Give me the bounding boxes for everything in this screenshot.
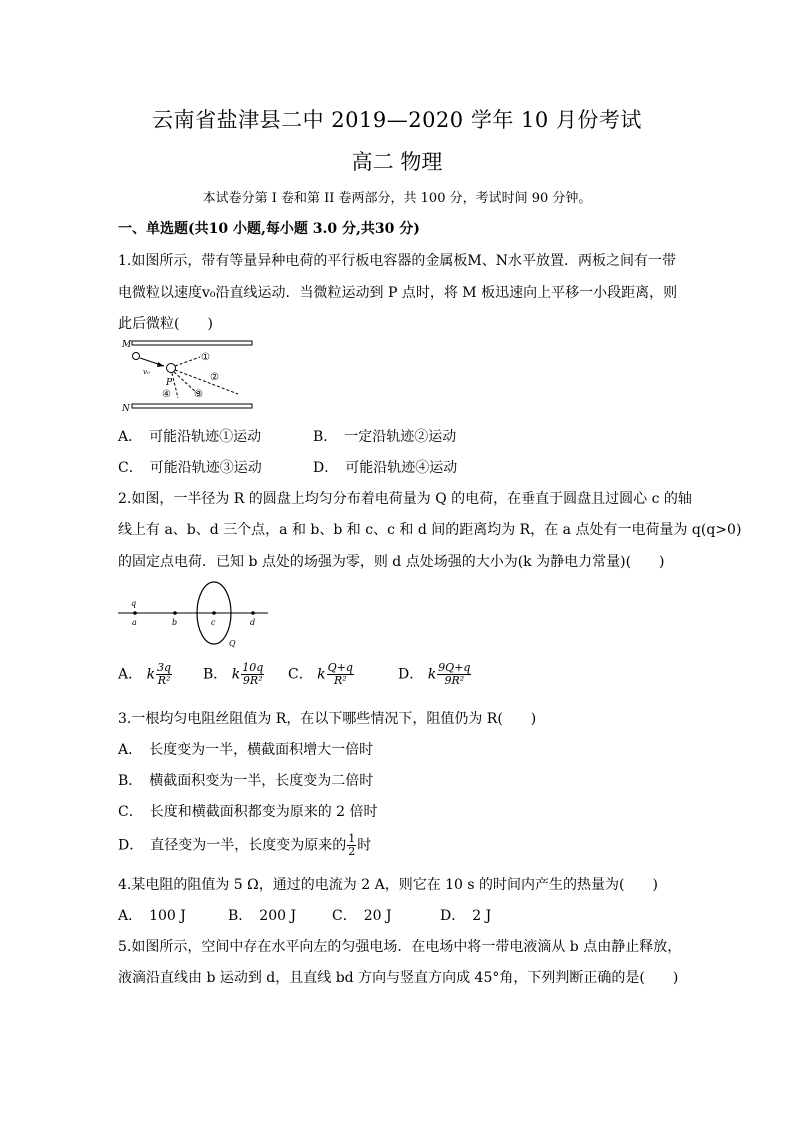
numerator: 10q xyxy=(242,661,264,674)
option-text: D． 直径变为一半，长度变为原来的 xyxy=(118,837,347,854)
arrow-head xyxy=(157,362,164,367)
q4-option-b: B． 200 J xyxy=(228,908,297,924)
label-track-3: ③ xyxy=(194,389,203,400)
label-d: d xyxy=(250,618,256,627)
q4-option-a: A． 100 J xyxy=(118,908,186,924)
plate-N xyxy=(132,404,252,408)
q2-line2: 线上有 a、b、d 三个点，a 和 b、b 和 c、c 和 d 间的距离均为 R，在 a 点处有一电荷量为 q(q>0) xyxy=(118,522,742,538)
q3-option-c: C． 长度和横截面积都变为原来的 2 倍时 xyxy=(118,804,378,820)
q1-line2: 电微粒以速度v₀沿直线运动．当微粒运动到 P 点时，将 M 板迅速向上平移一小段距离，则 xyxy=(118,285,678,301)
q4-stem: 4.某电阻的阻值为 5 Ω，通过的电流为 2 A，则它在 10 s 的时间内产生的热量为( ) xyxy=(118,877,658,893)
q2-option-a xyxy=(118,662,173,687)
option-text-tail: 时 xyxy=(357,837,372,854)
label-track-4: ④ xyxy=(162,389,171,400)
constant-k: k xyxy=(231,666,241,683)
trajectory-1 xyxy=(175,357,200,366)
label-b: b xyxy=(172,618,178,627)
fraction xyxy=(241,662,264,687)
denominator: 9R² xyxy=(242,674,263,687)
q1-line1: 1.如图所示，带有等量异种电荷的平行板电容器的金属板M、N水平放置．两板之间有一带 xyxy=(118,253,676,269)
label-N: N xyxy=(122,404,130,414)
particle-P xyxy=(167,364,176,373)
q3-stem: 3.一根均匀电阻丝阻值为 R，在以下哪些情况下，阻值仍为 R( ) xyxy=(118,711,537,727)
label-v0: v₀ xyxy=(143,368,150,376)
particle-start xyxy=(133,353,140,360)
q2-option-c xyxy=(288,662,355,687)
q2-line3: 的固定点电荷．已知 b 点处的场强为零，则 d 点处场强的大小为(k 为静电力常量)( ) xyxy=(118,554,665,570)
point-d xyxy=(251,611,255,615)
label-track-1: ① xyxy=(201,352,210,363)
label-q: q xyxy=(131,599,137,608)
q1-option-b: B． 一定沿轨迹②运动 xyxy=(313,429,457,445)
label-a: a xyxy=(132,618,137,627)
constant-k: k xyxy=(427,666,437,683)
q1-capacitor-figure xyxy=(118,336,260,416)
fraction xyxy=(156,662,172,687)
label-Q: Q xyxy=(229,639,236,648)
q5-line1: 5.如图所示，空间中存在水平向左的匀强电场．在电场中将一带电液滴从 b 点由静止释放， xyxy=(118,939,682,955)
q5-line2: 液滴沿直线由 b 运动到 d，且直线 bd 方向与竖直方向成 45°角，下列判断正确的是( ) xyxy=(118,970,679,986)
numerator: 9Q+q xyxy=(438,661,471,674)
q4-option-c: C． 20 J xyxy=(332,908,392,924)
q1-option-d: D． 可能沿轨迹④运动 xyxy=(313,460,458,476)
q1-option-a: A． 可能沿轨迹①运动 xyxy=(118,429,262,445)
fraction-half xyxy=(347,833,356,858)
numerator: Q+q xyxy=(327,661,353,674)
option-label: B． xyxy=(203,666,228,683)
label-P: P xyxy=(166,378,173,388)
denominator: R² xyxy=(333,674,347,687)
fraction xyxy=(327,662,354,687)
q4-option-d: D． 2 J xyxy=(440,908,492,924)
constant-k: k xyxy=(146,666,156,683)
exam-title: 云南省盐津县二中 2019—2020 学年 10 月份考试 xyxy=(152,108,642,132)
section-heading: 一、单选题(共10 小题,每小题 3.0 分,共30 分) xyxy=(118,221,420,237)
label-c: c xyxy=(211,618,216,627)
exam-subtitle: 高二 物理 xyxy=(351,150,443,174)
q1-line3: 此后微粒( ) xyxy=(118,316,213,332)
point-c xyxy=(212,611,216,615)
constant-k: k xyxy=(317,666,326,683)
numerator: 3q xyxy=(157,661,172,674)
numerator: 1 xyxy=(348,832,356,845)
fraction xyxy=(437,662,471,687)
exam-intro: 本试卷分第 I 卷和第 II 卷两部分，共 100 分，考试时间 90 分钟。 xyxy=(202,191,592,206)
option-label: D． xyxy=(398,666,424,683)
q2-option-d xyxy=(398,662,472,687)
denominator: R² xyxy=(157,674,171,687)
q1-option-c: C． 可能沿轨迹③运动 xyxy=(118,460,262,476)
denominator: 9R² xyxy=(444,674,465,687)
q2-line1: 2.如图，一半径为 R 的圆盘上均匀分布着电荷量为 Q 的电荷，在垂直于圆盘且过圆心 c 的轴 xyxy=(118,491,692,507)
denominator: 2 xyxy=(348,845,356,858)
q2-disk-figure xyxy=(118,576,270,650)
q3-option-d xyxy=(118,833,371,858)
label-track-2: ② xyxy=(210,372,219,383)
option-label: A． xyxy=(118,666,143,683)
label-M: M xyxy=(122,340,132,350)
point-b xyxy=(173,611,177,615)
trajectory-4 xyxy=(172,373,178,398)
q3-option-b: B． 横截面积变为一半，长度变为二倍时 xyxy=(118,773,374,789)
trajectory-2 xyxy=(175,370,238,394)
q3-option-a: A． 长度变为一半，横截面积增大一倍时 xyxy=(118,742,374,758)
point-a xyxy=(133,611,137,615)
plate-M xyxy=(132,341,252,345)
option-label: C． xyxy=(288,666,313,683)
q2-option-b xyxy=(203,662,265,687)
